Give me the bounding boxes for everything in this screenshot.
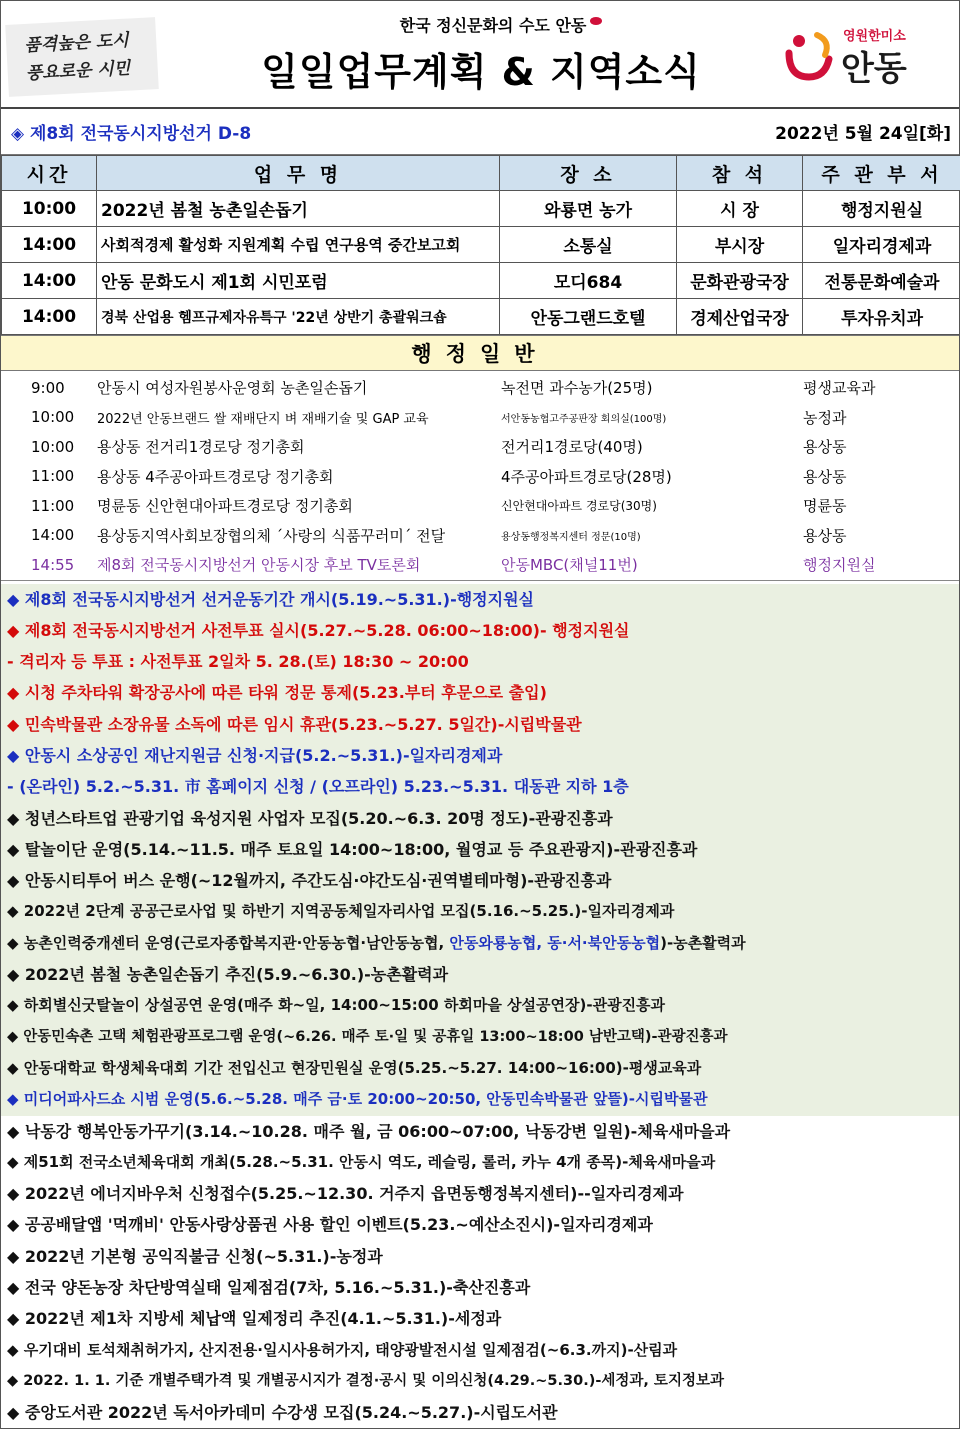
item-place: 녹전면 과수농가(25명): [501, 379, 653, 398]
header: [1, 1, 959, 109]
notice-item: ◆ 안동시 소상공인 재난지원금 신청·지급(5.2.~5.31.)-일자리경제과: [1, 740, 959, 771]
item-task: 제8회 전국동시지방선거 안동시장 후보 TV토론회: [97, 556, 421, 575]
item-time: 9:00: [31, 378, 65, 397]
andong-logo: [781, 19, 941, 89]
notice-item: ◆ 안동대학교 학생체육대회 기간 전입신고 현장민원실 운영(5.25.~5.27. 14:00~16:00)-평생교육과: [1, 1053, 959, 1084]
item-dept: 명륜동: [803, 497, 847, 516]
notice-item: ◆ 탈놀이단 운영(5.14.~11.5. 매주 토요일 14:00~18:00, 월영교 등 주요관광지)-관광진흥과: [1, 834, 959, 865]
item-place: 전거리1경로당(40명): [501, 438, 643, 457]
notice-text-highlight: 안동와룡농협, 동·서·북안동농협: [449, 933, 661, 952]
row-place: 소통실: [500, 227, 677, 263]
smile-logo-icon: [781, 27, 837, 83]
header-subtitle-text: 한국 정신문화의 수도 안동: [399, 16, 587, 35]
logo-text: 안동: [841, 49, 907, 89]
item-time: 11:00: [31, 467, 75, 486]
col-header-time: 시간: [2, 156, 97, 191]
row-dept: 일자리경제과: [803, 227, 960, 263]
list-item: [1, 550, 959, 580]
item-dept: 농정과: [803, 408, 847, 427]
row-time: 14:00: [2, 263, 97, 299]
slogan-line-2: 풍요로운 시민: [25, 58, 131, 84]
notice-item: ◆ 2022년 봄철 농촌일손돕기 추진(5.9.~6.30.)-농촌활력과: [1, 959, 959, 990]
item-time: 10:00: [31, 437, 75, 456]
item-dept: 용상동: [803, 467, 847, 486]
row-dept: 전통문화예술과: [803, 263, 960, 299]
slogan-line-1: 품격높은 도시: [23, 30, 130, 56]
notice-item: ◆ 낙동강 행복안동가꾸기(3.14.~10.28. 매주 월, 금 06:00~07:00, 낙동강변 일원)-체육새마을과: [7, 1121, 731, 1141]
item-place: 서안동농협고주공판장 회의실(100명): [501, 413, 667, 425]
table-row: [2, 191, 960, 227]
notice-item: ◆ 2022년 제1차 지방세 체납액 일제정리 추진(4.1.~5.31.)-세정과: [7, 1309, 502, 1329]
item-place: 신안현대아파트 경로당(30명): [501, 499, 657, 514]
row-dept: 행정지원실: [803, 191, 960, 227]
item-task: 용상동지역사회보장협의체 ´사랑의 식품꾸러미´ 전달: [97, 526, 446, 545]
logo-subtitle: 영원한미소: [843, 29, 906, 44]
item-place: 용상동행정복지센터 정문(10명): [501, 531, 641, 543]
eye-icon: [590, 17, 602, 25]
notice-item: ◆ 안동민속촌 고택 체험관광프로그램 운영(~6.26. 매주 토·일 및 공휴일 13:00~18:00 남반고택)-관광진흥과: [1, 1022, 959, 1053]
row-task: 경북 산업용 헴프규제자유특구 '22년 상반기 총괄워크숍: [97, 299, 500, 335]
notice-item: ◆ 제8회 전국동시지방선거 사전투표 실시(5.27.~5.28. 06:00~18:00)- 행정지원실: [1, 615, 959, 646]
notice-item: ◆ 제51회 전국소년체육대회 개최(5.28.~5.31. 안동시 역도, 레슬링, 롤러, 카누 4개 종목)-체육새마을과: [7, 1152, 716, 1171]
item-task: 2022년 안동브랜드 쌀 재배단지 벼 재배기술 및 GAP 교육: [97, 411, 429, 427]
admin-list: [1, 371, 959, 581]
dday-row: [1, 109, 959, 155]
admin-section-title: 행정일반: [1, 335, 959, 371]
page-title: 일일업무계획 & 지역소식: [261, 50, 701, 94]
header-subtitle: [251, 13, 751, 36]
notice-item: ◆ 우기대비 토석채취허가지, 산지전용·일시사용허가지, 태양광발전시설 일제점검(~6.3.까지)-산림과: [7, 1340, 678, 1359]
col-header-place: 장 소: [500, 156, 677, 191]
item-task: 용상동 4주공아파트경로당 정기총회: [97, 467, 334, 486]
notice-item: ◆ 제8회 전국동시지방선거 선거운동기간 개시(5.19.~5.31.)-행정지원실: [1, 584, 959, 615]
notice-item: ◆ 미디어파사드쇼 시범 운영(5.6.~5.28. 매주 금·토 20:00~20:50, 안동민속박물관 앞뜰)-시립박물관: [1, 1084, 959, 1115]
main-schedule-table: [1, 155, 960, 335]
row-attend: 시 장: [677, 191, 803, 227]
table-row: [2, 227, 960, 263]
table-row: [2, 299, 960, 335]
notice-item: ◆ 2022. 1. 1. 기준 개별주택가격 및 개별공시지가 결정·공시 및 이의신청(4.29.~5.30.)-세정과, 토지정보과: [7, 1372, 724, 1389]
table-row: [2, 263, 960, 299]
row-task: 2022년 봄철 농촌일손돕기: [97, 191, 500, 227]
item-time: 11:00: [31, 496, 75, 515]
notice-item: - 격리자 등 투표 : 사전투표 2일차 5. 28.(토) 18:30 ~ 20:00: [1, 646, 959, 677]
item-dept: 행정지원실: [803, 556, 876, 575]
notice-item: [1, 928, 959, 959]
item-task: 안동시 여성자원봉사운영회 농촌일손돕기: [97, 379, 368, 398]
list-item: [1, 403, 959, 433]
list-item: [1, 491, 959, 521]
list-item: [1, 373, 959, 403]
item-dept: 용상동: [803, 438, 847, 457]
item-place: 4주공아파트경로당(28명): [501, 467, 672, 486]
table-header-row: [2, 156, 960, 191]
slogan-badge: [5, 17, 159, 97]
notice-text: ◆ 농촌인력중개센터 운영(근로자종합복지관·안동농협·남안동농협,: [7, 933, 450, 952]
col-header-task: 업 무 명: [97, 156, 500, 191]
notice-item: - (온라인) 5.2.~5.31. 市 홈페이지 신청 / (오프라인) 5.23.~5.31. 대동관 지하 1층: [1, 771, 959, 802]
row-task: 사회적경제 활성화 지원계획 수립 연구용역 중간보고회: [97, 227, 500, 263]
notice-item: ◆ 2022년 2단계 공공근로사업 및 하반기 지역공동체일자리사업 모집(5.16.~5.25.)-일자리경제과: [1, 896, 959, 927]
election-dday: ◈ 제8회 전국동시지방선거 D-8: [11, 124, 252, 144]
notice-item: ◆ 전국 양돈농장 차단방역실태 일제점검(7차, 5.16.~5.31.)-축산진흥과: [7, 1278, 531, 1298]
notice-item: ◆ 중앙도서관 2022년 독서아카데미 수강생 모집(5.24.~5.27.)-시립도서관: [7, 1403, 558, 1423]
report-date: 2022년 5월 24일[화]: [775, 124, 951, 144]
notice-item: ◆ 민속박물관 소장유물 소독에 따른 임시 휴관(5.23.~5.27. 5일간)-시립박물관: [1, 709, 959, 740]
list-item: [1, 462, 959, 492]
notice-list: [1, 581, 959, 1429]
list-item: [1, 432, 959, 462]
item-dept: 용상동: [803, 526, 847, 545]
row-time: 14:00: [2, 299, 97, 335]
notice-item: ◆ 공공배달앱 '먹깨비' 안동사랑상품권 사용 할인 이벤트(5.23.~예산소진시)-일자리경제과: [7, 1215, 653, 1235]
row-place: 안동그랜드호텔: [500, 299, 677, 335]
row-time: 14:00: [2, 227, 97, 263]
col-header-attend: 참 석: [677, 156, 803, 191]
item-time: 10:00: [31, 408, 75, 427]
item-time: 14:00: [31, 526, 75, 545]
row-attend: 경제산업국장: [677, 299, 803, 335]
notice-item: ◆ 하회별신굿탈놀이 상설공연 운영(매주 화~일, 14:00~15:00 하회마을 상설공연장)-관광진흥과: [1, 990, 959, 1021]
item-time: 14:55: [31, 555, 75, 574]
notice-item: ◆ 2022년 에너지바우처 신청접수(5.25.~12.30. 거주지 읍면동행정복지센터)--일자리경제과: [7, 1184, 684, 1204]
notice-item: ◆ 안동시티투어 버스 운행(~12월까지, 주간도심·야간도심·권역별테마형)-관광진흥과: [1, 865, 959, 896]
row-attend: 부시장: [677, 227, 803, 263]
item-dept: 평생교육과: [803, 379, 876, 398]
item-task: 용상동 전거리1경로당 정기총회: [97, 438, 305, 457]
col-header-dept: 주 관 부 서: [803, 156, 960, 191]
row-place: 와룡면 농가: [500, 191, 677, 227]
notice-text: )-농촌활력과: [660, 933, 746, 952]
row-task: 안동 문화도시 제1회 시민포럼: [97, 263, 500, 299]
notice-item: ◆ 2022년 기본형 공익직불금 신청(~5.31.)-농정과: [7, 1246, 383, 1266]
list-item: [1, 521, 959, 551]
item-task: 명륜동 신안현대아파트경로당 정기총회: [97, 497, 353, 516]
notice-item: ◆ 시청 주차타워 확장공사에 따른 타워 정문 통제(5.23.부터 후문으로 출입): [1, 677, 959, 708]
row-dept: 투자유치과: [803, 299, 960, 335]
row-time: 10:00: [2, 191, 97, 227]
notice-item: ◆ 청년스타트업 관광기업 육성지원 사업자 모집(5.20.~6.3. 20명 정도)-관광진흥과: [1, 803, 959, 834]
item-place: 안동MBC(채널11번): [501, 556, 638, 575]
row-attend: 문화관광국장: [677, 263, 803, 299]
row-place: 모디684: [500, 263, 677, 299]
